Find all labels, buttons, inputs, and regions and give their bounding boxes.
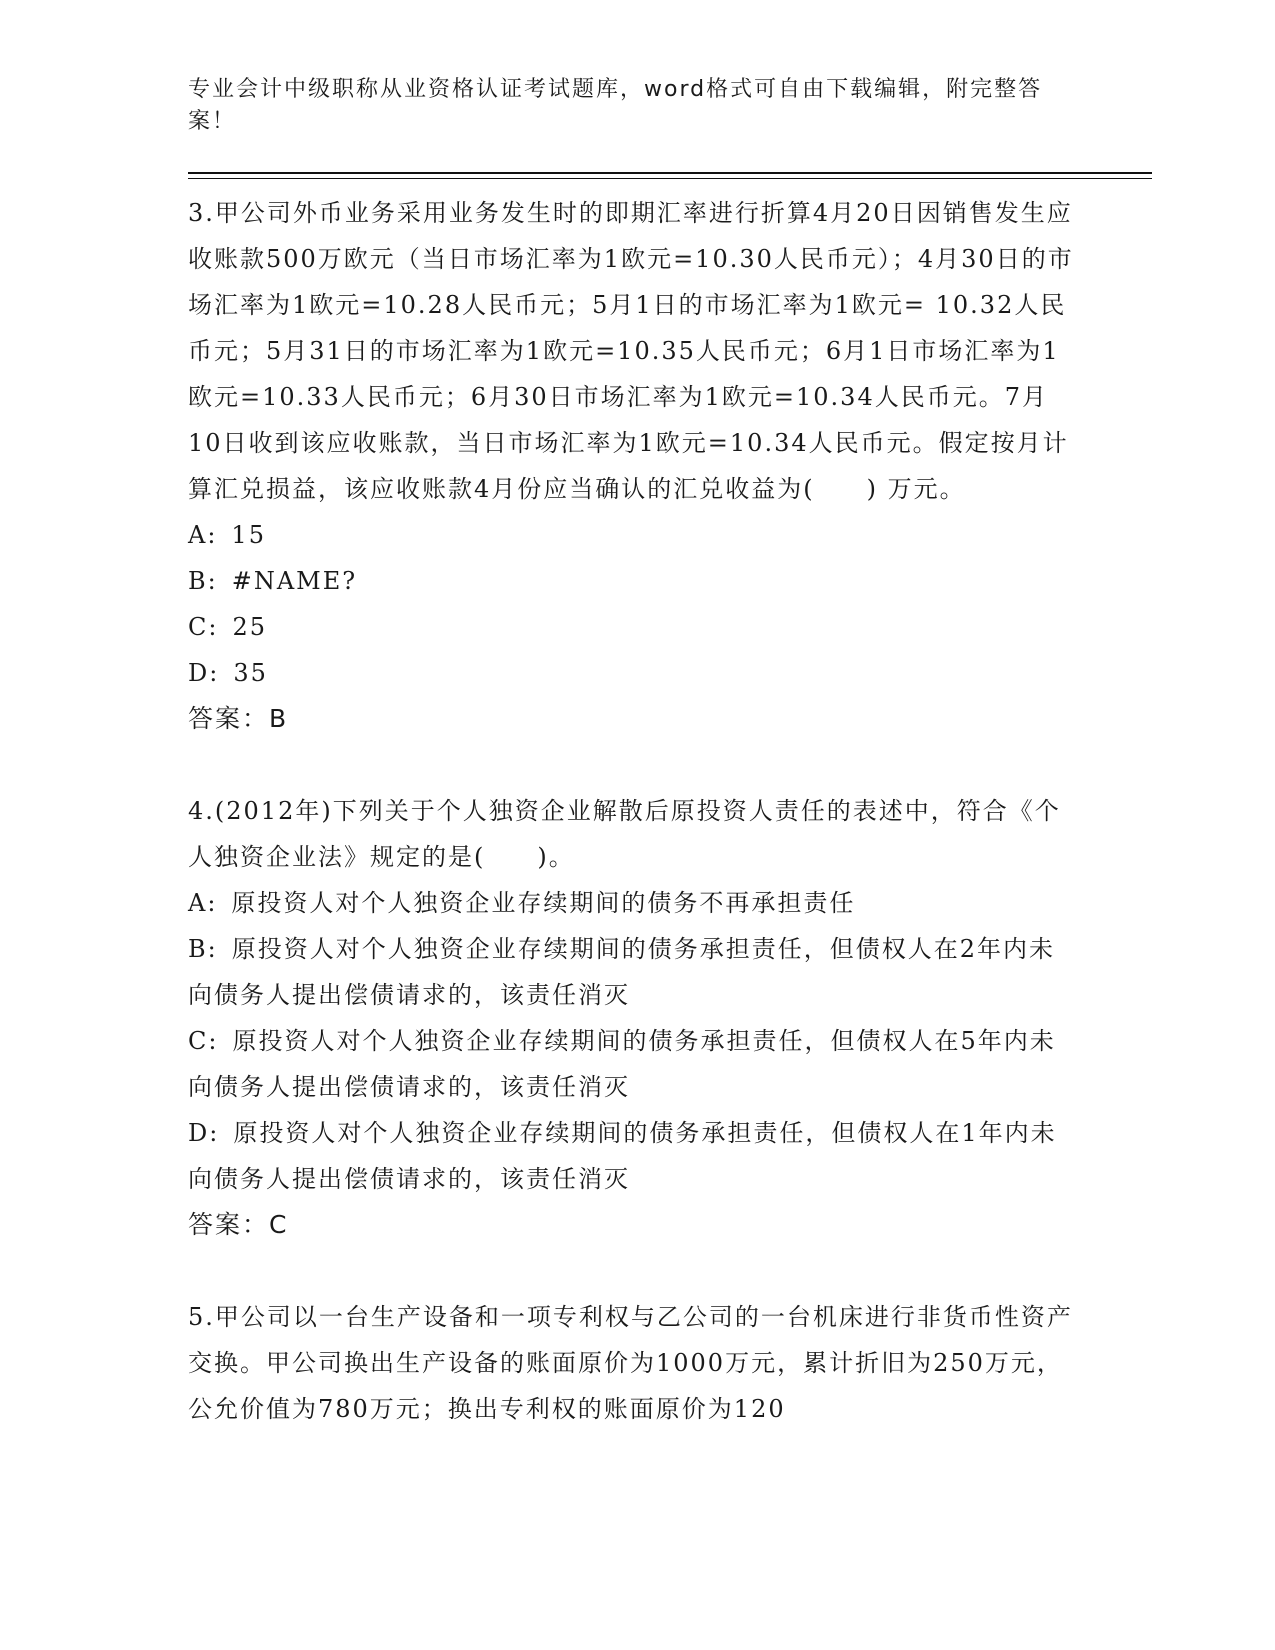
option-text: 35 xyxy=(233,659,268,687)
spacer xyxy=(188,742,1080,788)
header-divider xyxy=(188,172,1152,174)
question-stem: 5.甲公司以一台生产设备和一项专利权与乙公司的一台机床进行非货币性资产交换。甲公司换出生产设备的账面原价为1000万元，累计折旧为250万元，公允价值为780万元；换出专利权的账面原价为120 xyxy=(188,1303,1073,1423)
page-header: 专业会计中级职称从业资格认证考试题库，word格式可自由下载编辑，附完整答案！ xyxy=(188,77,1043,134)
question-stem: 3.甲公司外币业务采用业务发生时的即期汇率进行折算4月20日因销售发生应收账款500万欧元（当日市场汇率为1欧元=10.30人民币元）；4月30日的市场汇率为1欧元=10.28人民币元；5月1日的市场汇率为1欧元= 10.32人民币元；5月31日的市场汇率为1欧元=10.35人民币元；6月1日市场汇率为1欧元=10.33人民币元；6月30日市场汇率为1欧元=10.34人民币元。7月10日收到该应收账款，当日市场汇率为1欧元=10.34人民币元。假定按月计算汇兑损益，该应收账款4月份应当确认的汇兑收益为( ) 万元。 xyxy=(188,199,1074,503)
option-letter: A: xyxy=(188,889,218,917)
option-text: 原投资人对个人独资企业存续期间的债务承担责任，但债权人在5年内未向债务人提出偿债请求的，该责任消灭 xyxy=(188,1027,1056,1101)
option-d xyxy=(188,650,1080,696)
question-4 xyxy=(188,788,1080,1248)
header-divider-thin xyxy=(188,178,1152,179)
answer-line: 答案：C xyxy=(188,1210,289,1239)
option-text: 15 xyxy=(231,521,266,549)
option-letter: C: xyxy=(188,613,219,641)
option-letter: D: xyxy=(188,659,220,687)
question-3 xyxy=(188,190,1080,742)
option-text: 25 xyxy=(232,613,267,641)
option-text: 原投资人对个人独资企业存续期间的债务不再承担责任 xyxy=(231,889,856,917)
question-stem: 4.(2012年)下列关于个人独资企业解散后原投资人责任的表述中，符合《个人独资企业法》规定的是( )。 xyxy=(188,797,1061,871)
option-a xyxy=(188,880,1080,926)
answer-line: 答案：B xyxy=(188,704,289,733)
option-a xyxy=(188,512,1080,558)
option-letter: A: xyxy=(188,521,218,549)
option-d xyxy=(188,1110,1080,1202)
option-text: #NAME? xyxy=(231,567,358,595)
option-b xyxy=(188,558,1080,604)
option-c xyxy=(188,604,1080,650)
option-text: 原投资人对个人独资企业存续期间的债务承担责任，但债权人在1年内未向债务人提出偿债请求的，该责任消灭 xyxy=(188,1119,1057,1193)
option-c xyxy=(188,1018,1080,1110)
option-letter: B: xyxy=(188,935,218,963)
option-letter: D: xyxy=(188,1119,220,1147)
option-letter: B: xyxy=(188,567,218,595)
question-5 xyxy=(188,1294,1080,1432)
option-letter: C: xyxy=(188,1027,219,1055)
option-text: 原投资人对个人独资企业存续期间的债务承担责任，但债权人在2年内未向债务人提出偿债请求的，该责任消灭 xyxy=(188,935,1056,1009)
option-b xyxy=(188,926,1080,1018)
question-list xyxy=(188,190,1080,1432)
spacer xyxy=(188,1248,1080,1294)
